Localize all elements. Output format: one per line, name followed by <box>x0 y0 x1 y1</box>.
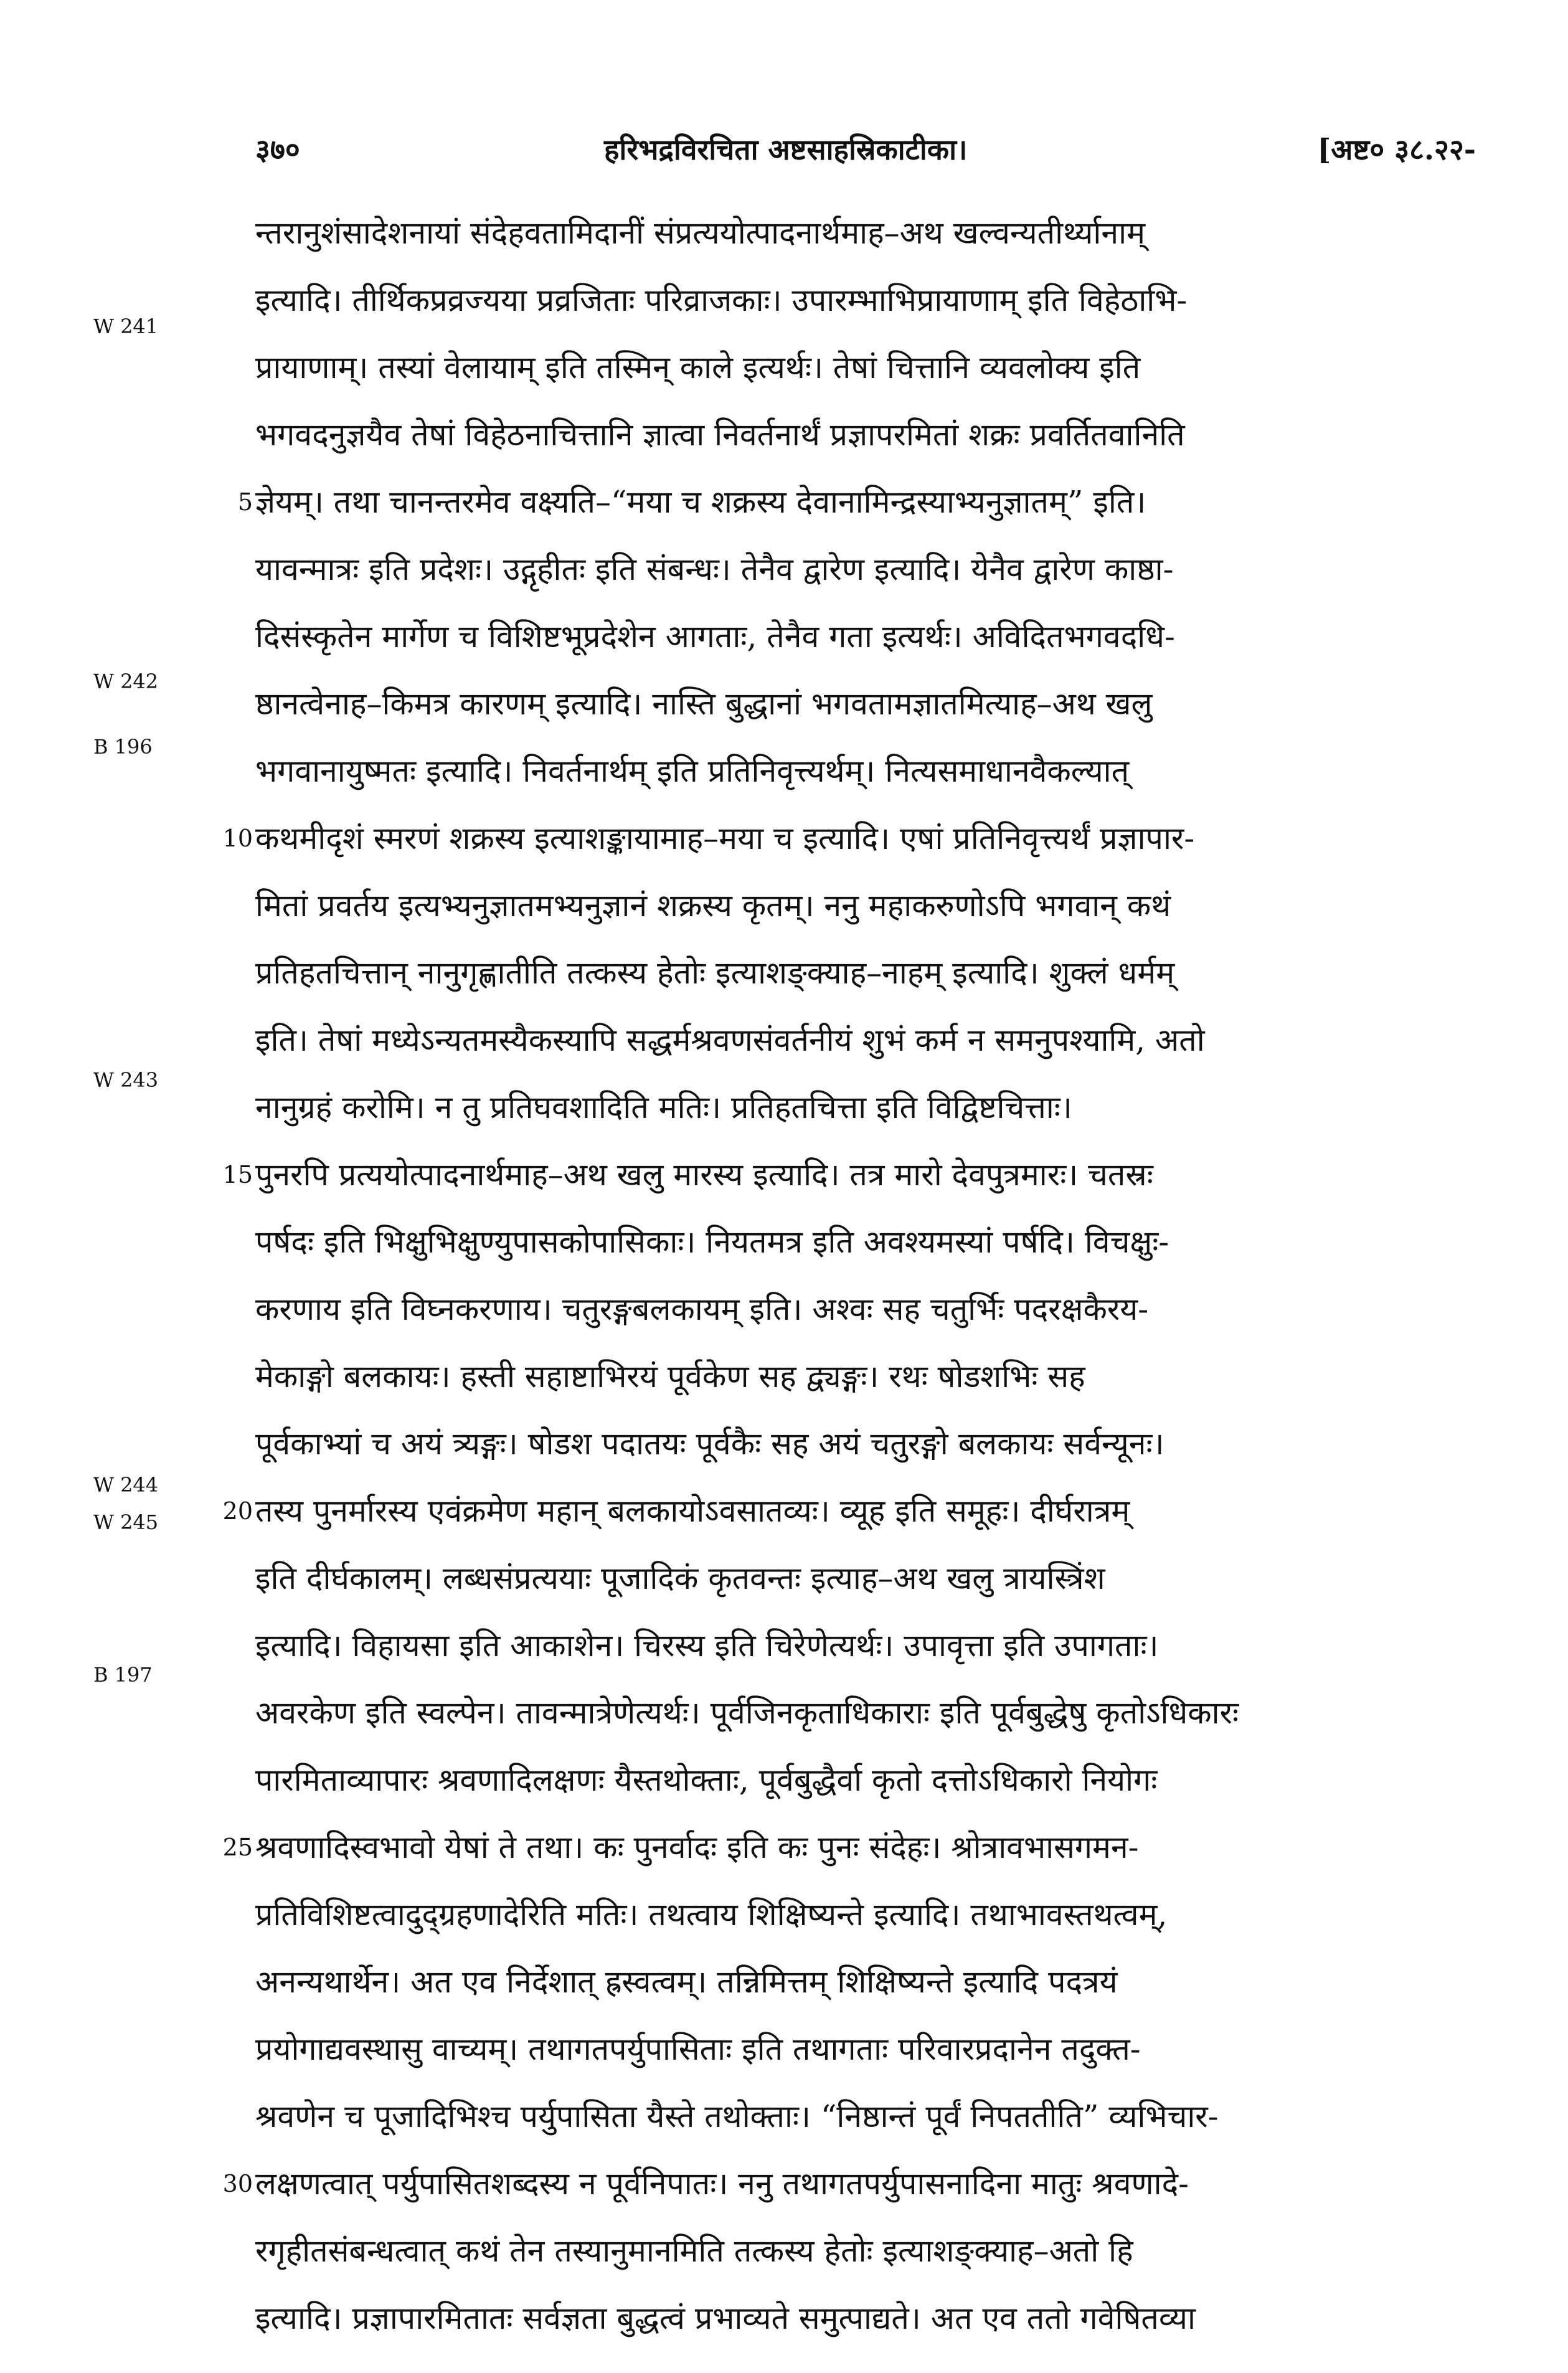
text-line <box>255 1746 1476 1814</box>
line-text: पर्षदः इति भिक्षुभिक्षुण्युपासकोपासिकाः। नियतमत्र इति अवश्यमस्यां पर्षदि। विचक्षुः- <box>255 1224 1169 1260</box>
text-line <box>255 2217 1476 2285</box>
line-number: 20 <box>222 1497 253 1525</box>
text-line <box>255 1612 1476 1679</box>
text-line <box>255 334 1476 401</box>
line-text: पुनरपि प्रत्ययोत्पादनार्थमाह–अथ खलु मारस्य इत्यादि। तत्र मारो देवपुत्रमारः। चतस्रः <box>255 1157 1153 1193</box>
text-line <box>255 939 1476 1007</box>
line-number: 30 <box>222 2170 253 2197</box>
text-body <box>222 199 1476 2352</box>
line-text: पारमिताव्यापारः श्रवणादिलक्षणः यैस्तथोक्ताः, पूर्वबुद्धैर्वा कृतो दत्तोऽधिकारो नियोगः <box>255 1762 1158 1798</box>
text-line <box>255 401 1476 468</box>
line-text: करणाय इति विघ्नकरणाय। चतुरङ्गबलकायम् इति। अश्वः सह चतुर्भिः पदरक्षकैरय- <box>255 1291 1149 1327</box>
text-line <box>222 1141 1476 1208</box>
text-line <box>255 1545 1476 1612</box>
line-text: मितां प्रवर्तय इत्यभ्यनुज्ञातमभ्यनुज्ञानं शक्रस्य कृतम्। ननु महाकरुणोऽपि भगवान् कथं <box>255 888 1171 924</box>
text-line <box>237 468 1476 536</box>
line-text: अनन्यथार्थेन। अत एव निर्देशात् ह्रस्वत्वम्। तन्निमित्तम् शिक्षिष्यन्ते इत्यादि पदत्रयं <box>255 1964 1118 2000</box>
line-text: न्तरानुशंसादेशनायां संदेहवतामिदानीं संप्रत्ययोत्पादनार्थमाह–अथ खल्वन्यतीर्थ्यानाम् <box>255 215 1145 251</box>
line-text: प्रतिविशिष्टत्वादुद्ग्रहणादेरिति मतिः। तथत्वाय शिक्षिष्यन्ते इत्यादि। तथाभावस्तथत्वम्, <box>255 1897 1168 1933</box>
margin-note: W 245 <box>93 1510 159 1534</box>
line-text: यावन्मात्रः इति प्रदेशः। उद्गृहीतः इति संबन्धः। तेनैव द्वारेण इत्यादि। येनैव द्वारेण काष्ठा- <box>255 551 1174 587</box>
text-line <box>255 2015 1476 2083</box>
line-text: भगवदनुज्ञयैव तेषां विहेठनाचित्तानि ज्ञात्वा निवर्तनार्थं प्रज्ञापरमितां शक्रः प्रवर्तितवानिति <box>255 417 1185 453</box>
line-text: श्रवणेन च पूजादिभिश्च पर्युपासिता यैस्ते तथोक्ताः। “निष्ठान्तं पूर्वं निपततीति” व्यभिचार- <box>255 2098 1219 2134</box>
running-header <box>255 118 1476 174</box>
line-text: प्रतिहतचित्तान् नानुगृह्णातीति तत्कस्य हेतोः इत्याशङ्क्याह–नाहम् इत्यादि। शुक्लं धर्मम् <box>255 955 1175 991</box>
text-line <box>255 670 1476 737</box>
line-text: लक्षणत्वात् पर्युपासितशब्दस्य न पूर्वनिपातः। ननु तथागतपर्युपासनादिना मातुः श्रवणादे- <box>255 2166 1189 2202</box>
line-number: 25 <box>222 1834 253 1861</box>
text-line <box>255 536 1476 603</box>
text-line <box>222 805 1476 872</box>
line-number: 10 <box>222 825 253 852</box>
text-line <box>255 737 1476 805</box>
line-text: इत्यादि। प्रज्ञापारमितातः सर्वज्ञता बुद्धत्वं प्रभाव्यते समुत्पाद्यते। अत एव ततो गवेषितव्या <box>255 2300 1196 2336</box>
line-text: तस्य पुनर्मारस्य एवंक्रमेण महान् बलकायोऽवसातव्यः। व्यूह इति समूहः। दीर्घरात्रम् <box>255 1493 1130 1529</box>
line-text: इत्यादि। विहायसा इति आकाशेन। चिरस्य इति चिरेणेत्यर्थः। उपावृत्ता इति उपागताः। <box>255 1627 1159 1664</box>
text-line <box>255 872 1476 939</box>
line-text: इति। तेषां मध्येऽन्यतमस्यैकस्यापि सद्धर्मश्रवणसंवर्तनीयं शुभं कर्म न समनुपश्यामि, अतो <box>255 1022 1205 1058</box>
line-number: 15 <box>222 1161 253 1188</box>
text-line <box>255 1410 1476 1477</box>
margin-note: B 196 <box>93 735 153 759</box>
text-line <box>255 1679 1476 1746</box>
margin-note: W 241 <box>93 315 159 338</box>
line-text: इति दीर्घकालम्। लब्धसंप्रत्ययाः पूजादिकं कृतवन्तः इत्याह–अथ खलु त्रायस्त्रिंश <box>255 1560 1105 1596</box>
line-text: प्रायाणाम्। तस्यां वेलायाम् इति तस्मिन् काले इत्यर्थः। तेषां चित्तानि व्यवलोक्य इति <box>255 349 1141 386</box>
line-text: श्रवणादिस्वभावो येषां ते तथा। कः पुनर्वादः इति कः पुनः संदेहः। श्रोत्रावभासगमन- <box>255 1829 1139 1865</box>
page-number: ३७० <box>255 133 300 166</box>
margin-note: W 242 <box>93 670 159 693</box>
text-line <box>222 1814 1476 1881</box>
line-text: इत्यादि। तीर्थिकप्रव्रज्यया प्रव्रजिताः परिव्राजकाः। उपारम्भाभिप्रायाणाम् इति विहेठाभि- <box>255 282 1188 318</box>
margin-note: W 244 <box>93 1473 159 1497</box>
section-reference: [अष्ट० ३८.२२- <box>1317 133 1476 166</box>
line-text: प्रयोगाद्यवस्थासु वाच्यम्। तथागतपर्युपासिताः इति तथागताः परिवारप्रदानेन तदुक्त- <box>255 2031 1141 2067</box>
line-text: ष्ठानत्वेनाह–किमत्र कारणम् इत्यादि। नास्ति बुद्धानां भगवतामज्ञातमित्याह–अथ खलु <box>255 686 1153 722</box>
text-line <box>255 2285 1476 2352</box>
text-line <box>255 199 1476 267</box>
line-text: भगवानायुष्मतः इत्यादि। निवर्तनार्थम् इति प्रतिनिवृत्त्यर्थम्। नित्यसमाधानवैकल्यात् <box>255 753 1130 789</box>
text-line <box>255 1276 1476 1343</box>
text-line <box>255 1948 1476 2015</box>
text-line <box>255 1881 1476 1948</box>
line-text: ज्ञेयम्। तथा चानन्तरमेव वक्ष्यति–“मया च शक्रस्य देवानामिन्द्रस्याभ्यनुज्ञातम्” इति। <box>255 484 1146 520</box>
text-line <box>222 2150 1476 2217</box>
line-text: नानुग्रहं करोमि। न तु प्रतिघवशादिति मतिः। प्रतिहतचित्ता इति विद्विष्टचित्ताः। <box>255 1089 1072 1125</box>
margin-note: W 243 <box>93 1068 159 1092</box>
text-line <box>255 1208 1476 1276</box>
line-text: कथमीदृशं स्मरणं शक्रस्य इत्याशङ्कायामाह–मया च इत्यादि। एषां प्रतिनिवृत्त्यर्थं प्रज्ञापार- <box>255 820 1195 856</box>
line-text: पूर्वकाभ्यां च अयं त्र्यङ्गः। षोडश पदातयः पूर्वकैः सह अयं चतुरङ्गो बलकायः सर्वन्यूनः। <box>255 1426 1164 1462</box>
line-text: दिसंस्कृतेन मार्गेण च विशिष्टभूप्रदेशेन आगताः, तेनैव गता इत्यर्थः। अविदितभगवदधि- <box>255 618 1175 655</box>
text-line <box>255 1074 1476 1141</box>
text-line <box>255 1007 1476 1074</box>
text-line <box>255 1343 1476 1410</box>
text-line <box>255 603 1476 670</box>
text-line <box>255 267 1476 334</box>
running-title: हरिभद्रविरचिता अष्टसाहस्रिकाटीका। <box>604 133 968 166</box>
line-number: 5 <box>237 488 253 516</box>
line-text: अवरकेण इति स्वल्पेन। तावन्मात्रेणेत्यर्थः। पूर्वजिनकृताधिकाराः इति पूर्वबुद्धेषु कृतोऽधिकारः <box>255 1695 1239 1731</box>
margin-note: B 197 <box>93 1663 153 1687</box>
line-text: मेकाङ्गो बलकायः। हस्ती सहाष्टाभिरयं पूर्वकेण सह द्व्यङ्गः। रथः षोडशभिः सह <box>255 1358 1085 1395</box>
line-text: रगृहीतसंबन्धत्वात् कथं तेन तस्यानुमानमिति तत्कस्य हेतोः इत्याशङ्क्याह–अतो हि <box>255 2233 1133 2269</box>
text-line <box>222 1477 1476 1545</box>
text-line <box>255 2083 1476 2150</box>
